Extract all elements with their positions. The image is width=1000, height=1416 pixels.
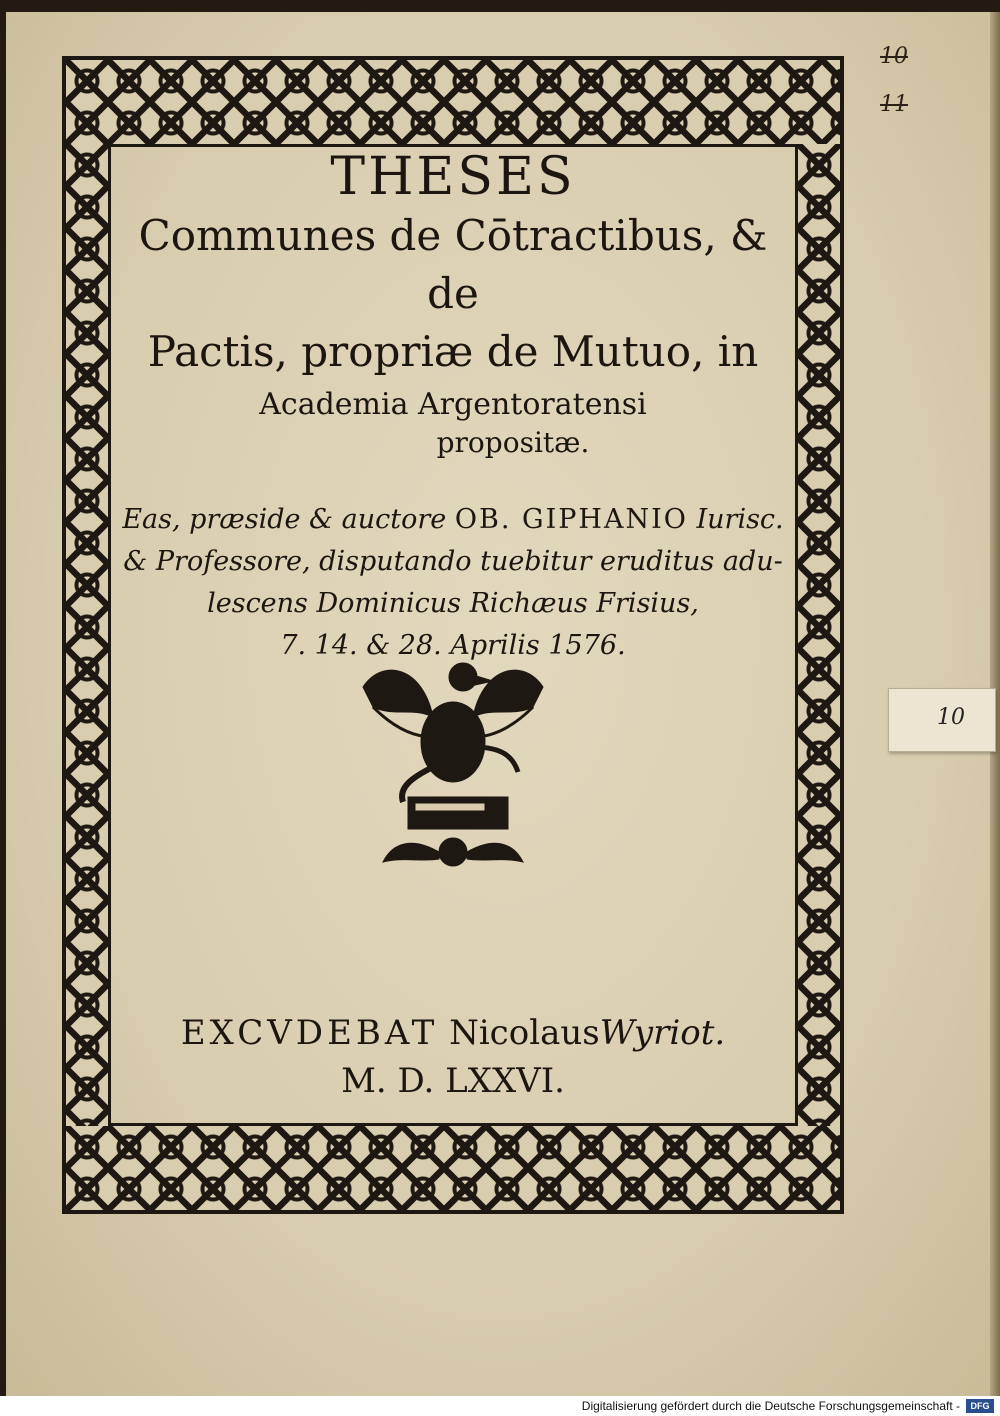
dedication-line-1 <box>119 499 787 541</box>
ornament-band-right <box>798 144 840 1126</box>
imprint-year: M. D. LXXVI. <box>341 1061 565 1101</box>
tab-number: 10 <box>937 705 965 730</box>
dedication <box>111 499 795 667</box>
author-name: OB. GIPHANIO <box>454 504 688 535</box>
imprint-printer-first: Nicolaus <box>449 1013 600 1053</box>
printer-line <box>111 1009 795 1057</box>
dedication-text: Eas, præside & auctore <box>122 504 447 535</box>
printers-device-emblem <box>343 647 563 887</box>
digitization-footer <box>0 1396 1000 1416</box>
paper-tab-marker <box>888 688 996 752</box>
dedication-line-3: lescens Dominicus Richæus Frisius, <box>207 588 699 619</box>
margin-number-struck: 10 <box>880 44 908 69</box>
imprint-printer-last: Wyriot. <box>599 1013 726 1053</box>
subtitle-line-4: propositæ. <box>436 426 590 459</box>
dedication-line-4: 7. 14. & 28. Aprilis 1576. <box>280 630 626 661</box>
page-title: THESES <box>330 147 576 207</box>
imprint-printed-by: EXCVDEBAT <box>180 1013 439 1053</box>
griffin-icon <box>343 647 563 887</box>
dedication-line-2: & Professore, disputando tuebitur eruditus adu- <box>123 546 783 577</box>
subtitle-line-2: Pactis, propriæ de Mutuo, in <box>147 327 759 376</box>
ornament-band-top <box>66 60 840 144</box>
ornament-band-left <box>66 144 108 1126</box>
subtitle-line-1: Communes de Cōtractibus, & de <box>138 211 768 318</box>
margin-number-second: 11 <box>880 92 908 117</box>
dfg-logo-icon: DFG <box>966 1399 994 1413</box>
subtitle-line-3: Academia Argentoratensi <box>259 387 647 422</box>
title-page-content <box>111 147 795 1123</box>
dedication-title: Iurisc. <box>696 504 784 535</box>
ornament-band-bottom <box>66 1126 840 1210</box>
imprint <box>111 1009 795 1105</box>
footer-credit: Digitalisierung gefördert durch die Deutsche Forschungsgemeinschaft - <box>581 1399 960 1413</box>
